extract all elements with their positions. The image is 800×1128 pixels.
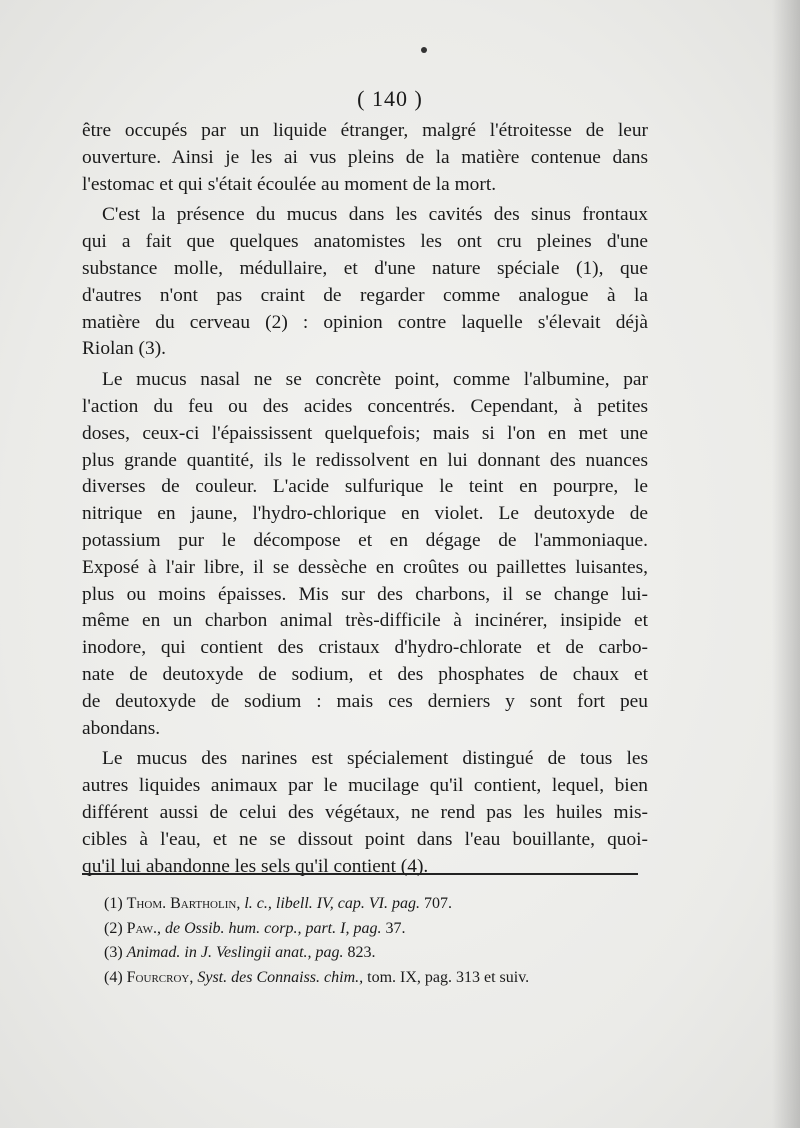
footnote-mark: (4) bbox=[104, 968, 123, 986]
text-line: potassium pur le décompose et en dégage de l'ammoniaque. bbox=[82, 529, 648, 551]
footnote-page: tom. IX, pag. 313 et suiv. bbox=[363, 968, 530, 986]
footnote-mark: (2) bbox=[104, 919, 123, 937]
footnote-reference: de Ossib. hum. corp., part. I, pag. bbox=[165, 919, 382, 937]
text-line: plus ou moins épaisses. Mis sur des charbons, il se change lui- bbox=[82, 583, 648, 605]
footnote-author: Paw. bbox=[126, 919, 157, 937]
paragraph bbox=[82, 367, 648, 742]
page-edge-shadow bbox=[772, 0, 800, 1128]
text-line: doses, ceux-ci l'épaississent quelquefois; mais si l'on en met une bbox=[82, 422, 648, 444]
text-line: être occupés par un liquide étranger, malgré l'étroitesse de leur bbox=[82, 120, 648, 141]
text-line: ouverture. Ainsi je les ai vus pleins de la matière contenue dans bbox=[82, 146, 648, 168]
footnote-separator: , bbox=[189, 968, 198, 986]
paragraph bbox=[82, 202, 648, 363]
footnote-author: Thom. Bartholin bbox=[126, 895, 237, 912]
footnote-separator: , bbox=[236, 895, 245, 912]
footnote-mark: (1) bbox=[104, 895, 123, 912]
footnote-reference: Animad. in J. Veslingii anat., pag. bbox=[126, 944, 344, 962]
footnote-author: Fourcroy bbox=[126, 968, 190, 986]
text-line: qu'il lui abandonne les sels qu'il contient (4). bbox=[82, 855, 429, 877]
ornament-dot bbox=[421, 47, 427, 53]
footnote-divider bbox=[82, 873, 638, 875]
text-line: cibles à l'eau, et ne se dissout point dans l'eau bouillante, quoi- bbox=[82, 828, 648, 850]
text-line: C'est la présence du mucus dans les cavités des sinus frontaux bbox=[102, 204, 648, 226]
text-line: d'autres n'ont pas craint de regarder comme analogue à la bbox=[82, 284, 648, 306]
footnote bbox=[104, 941, 624, 966]
text-line: même en un charbon animal très-difficile à incinérer, insipide et bbox=[82, 610, 648, 632]
body-text bbox=[82, 118, 648, 880]
footnote bbox=[104, 892, 624, 917]
text-line: abondans. bbox=[82, 717, 161, 739]
page-number: ( 140 ) bbox=[357, 86, 423, 111]
paragraph bbox=[82, 746, 648, 880]
footnote-page: 707. bbox=[420, 895, 452, 912]
footnote-page: 823. bbox=[343, 944, 376, 962]
text-line: l'action du feu ou des acides concentrés. Cependant, à petites bbox=[82, 395, 648, 417]
paragraph bbox=[82, 118, 648, 198]
text-line: diverses de couleur. L'acide sulfurique le teint en pourpre, le bbox=[82, 476, 648, 498]
text-line: nitrique en jaune, l'hydro-chlorique en violet. Le deutoxyde de bbox=[82, 503, 648, 525]
text-line: Exposé à l'air libre, il se dessèche en croûtes ou paillettes luisantes, bbox=[82, 556, 648, 578]
text-line: autres liquides animaux par le mucilage qu'il contient, lequel, bien bbox=[82, 775, 648, 797]
footnote bbox=[104, 917, 624, 942]
footnote-reference: Syst. des Connaiss. chim., bbox=[197, 968, 364, 986]
text-line: de deutoxyde de sodium : mais ces derniers y sont fort peu bbox=[82, 690, 648, 712]
text-line: Le mucus nasal ne se concrète point, comme l'albumine, par bbox=[102, 369, 648, 391]
text-line: Riolan (3). bbox=[82, 338, 167, 360]
text-line: différent aussi de celui des végétaux, ne rend pas les huiles mis- bbox=[82, 801, 648, 823]
footnote bbox=[104, 966, 624, 991]
text-line: l'estomac et qui s'était écoulée au moment de la mort. bbox=[82, 173, 497, 195]
footnotes bbox=[104, 892, 624, 990]
text-line: substance molle, médullaire, et d'une nature spéciale (1), que bbox=[82, 257, 648, 279]
footnote-separator: , bbox=[157, 919, 165, 937]
footnote-mark: (3) bbox=[104, 944, 123, 962]
text-line: plus grande quantité, ils le redissolvent en lui donnant des nuances bbox=[82, 449, 648, 471]
footnote-reference: l. c., libell. IV, cap. VI. pag. bbox=[244, 895, 420, 912]
text-line: matière du cerveau (2) : opinion contre laquelle s'élevait déjà bbox=[82, 311, 648, 333]
text-line: Le mucus des narines est spécialement distingué de tous les bbox=[102, 748, 648, 770]
text-line: inodore, qui contient des cristaux d'hydro-chlorate et de carbo- bbox=[82, 637, 648, 659]
footnote-page: 37. bbox=[381, 919, 406, 937]
text-line: nate de deutoxyde de sodium, et des phosphates de chaux et bbox=[82, 663, 648, 685]
text-line: qui a fait que quelques anatomistes les ont cru pleines d'une bbox=[82, 231, 648, 253]
